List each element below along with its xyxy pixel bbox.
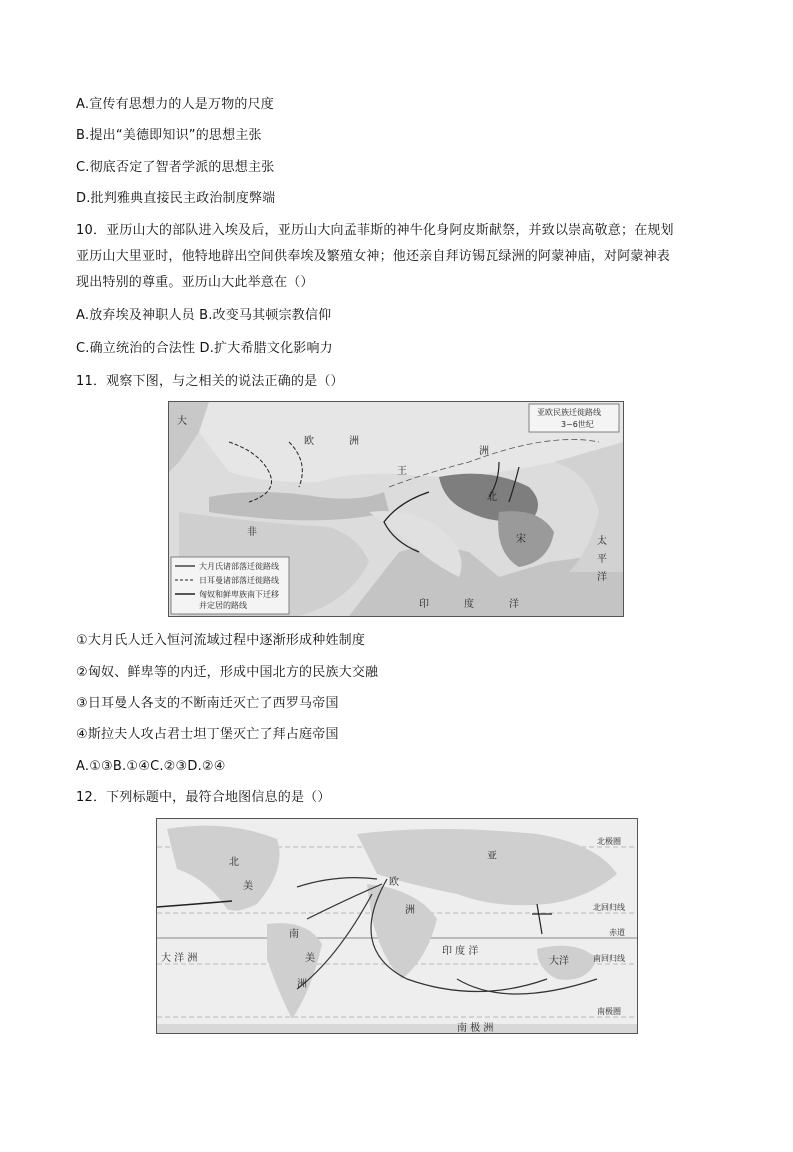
map-label-wang: 王 (397, 466, 407, 477)
world-label-indian: 印 度 洋 (442, 946, 479, 957)
q9-option-a: A.宣传有思想力的人是万物的尺度 (76, 97, 274, 112)
map-label-zhou-eu: 洲 (349, 436, 359, 447)
q10-stem-line-3: 现出特别的尊重。亚历山大此举意在（） (76, 275, 314, 290)
world-label-bei: 北 (229, 857, 239, 868)
world-label-mei-s: 美 (305, 953, 315, 964)
map-label-yang-ind: 洋 (509, 599, 519, 610)
q10-stem-line-2: 亚历山大里亚时，他特地辟出空间供奉埃及繁殖女神；他还亲自拜访锡瓦绿洲的阿蒙神庙，对阿蒙神表 (76, 249, 671, 264)
line-label-equator: 赤道 (609, 928, 625, 937)
map-label-zhou-asia: 洲 (479, 446, 489, 457)
q11-statement-3: ③日耳曼人各支的不断南迁灭亡了西罗马帝国 (76, 696, 339, 711)
world-label-atlantic: 大 洋 洲 (161, 953, 198, 964)
q9-option-c: C.彻底否定了智者学派的思想主张 (76, 160, 275, 175)
q11-statement-1: ①大月氏人迁入恒河流域过程中逐渐形成种姓制度 (76, 633, 366, 648)
world-label-ou: 欧 (389, 877, 399, 888)
q12-stem: 12．下列标题中，最符合地图信息的是（） (76, 790, 331, 805)
line-label-antarctic: 南极圈 (597, 1007, 621, 1016)
q10-stem-line-1: 10．亚历山大的部队进入埃及后，亚历山大向孟菲斯的神牛化身阿皮斯献祭，并致以崇高敬意；在规划 (76, 223, 674, 238)
world-label-ya: 亚 (487, 851, 497, 862)
world-label-mei: 美 (243, 881, 253, 892)
world-label-nan: 南 (289, 929, 299, 940)
q11-statement-2: ②匈奴、鲜卑等的内迁，形成中国北方的民族大交融 (76, 665, 379, 680)
legend-yuezhi: 大月氏诸部落迁徙路线 (199, 562, 279, 571)
legend-germanic: 日耳曼诸部落迁徙路线 (199, 576, 279, 585)
map-label-yin: 印 (419, 599, 429, 610)
legend-xiongnu-2: 并定居的路线 (199, 601, 247, 610)
q11-choices: A.①③B.①④C.②③D.②④ (76, 759, 226, 774)
q10-options-ab: A.放弃埃及神职人员 B.改变马其顿宗教信仰 (76, 308, 332, 323)
q11-statement-4: ④斯拉夫人攻占君士坦丁堡灭亡了拜占庭帝国 (76, 727, 339, 742)
eurasia-migration-map (168, 401, 624, 617)
world-label-zhou-s: 洲 (297, 979, 307, 990)
map-subtitle: 3~6世纪 (561, 420, 594, 429)
q10-options-cd: C.确立统治的合法性 D.扩大希腊文化影响力 (76, 341, 333, 356)
map-label-ou: 欧 (304, 436, 314, 447)
map-label-da: 大 (177, 416, 187, 427)
world-label-zhou-eu: 洲 (405, 905, 415, 916)
map-label-ping: 平 (597, 554, 607, 565)
world-label-antarctica: 南 极 洲 (457, 1023, 494, 1033)
map-label-du: 度 (464, 599, 474, 610)
q9-option-b: B.提出“美德即知识”的思想主张 (76, 128, 262, 143)
line-label-tropic-capricorn: 南回归线 (593, 954, 625, 963)
map-label-bei: 北 (487, 492, 497, 503)
legend-xiongnu: 匈奴和鲜卑族南下迁移 (199, 590, 279, 599)
world-route-map (156, 818, 638, 1034)
map-label-fei: 非 (247, 527, 257, 538)
q11-stem: 11．观察下图，与之相关的说法正确的是（） (76, 374, 344, 389)
line-label-tropic-cancer: 北回归线 (593, 903, 625, 912)
world-label-oceania: 大洋 (549, 956, 569, 967)
q9-option-d: D.批判雅典直接民主政治制度弊端 (76, 191, 276, 206)
map-title: 亚欧民族迁徙路线 (537, 408, 601, 417)
line-label-arctic: 北极圈 (597, 837, 621, 846)
map-label-tai: 太 (597, 536, 607, 547)
map-label-song: 宋 (516, 534, 526, 545)
map-label-yang-pac: 洋 (597, 572, 607, 583)
